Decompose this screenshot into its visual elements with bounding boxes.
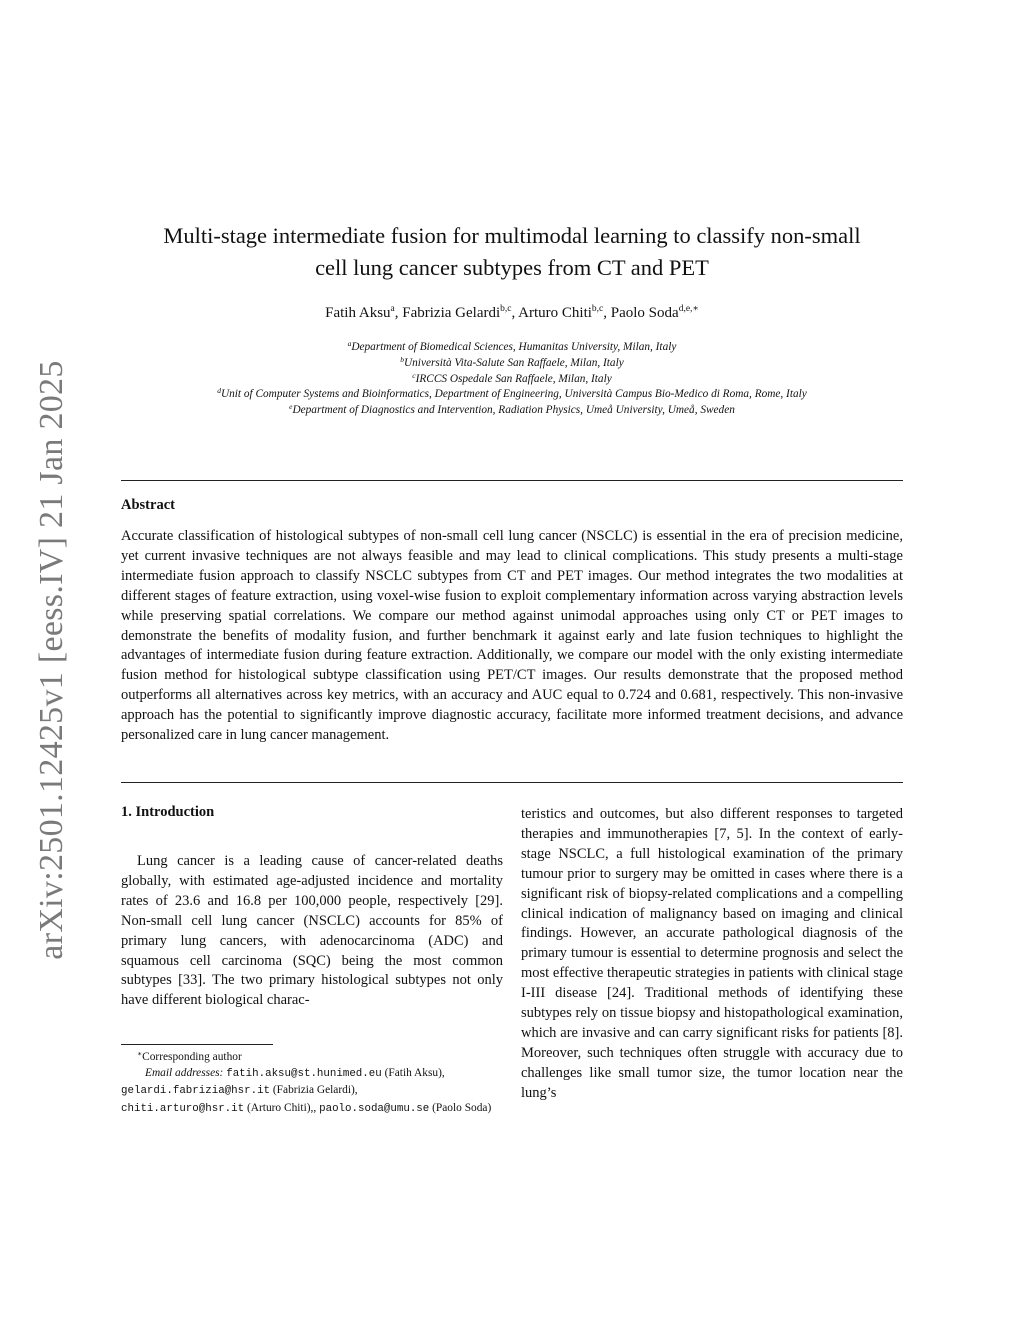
author-sep: , bbox=[394, 305, 403, 321]
author-name: Fabrizia Gelardi bbox=[402, 305, 501, 321]
footnote-email-line: chiti.arturo@hsr.it (Arturo Chiti),, paolo.soda@umu.se (Paolo Soda) bbox=[121, 1101, 492, 1115]
affiliation-mark: b bbox=[400, 354, 404, 364]
author-affil-mark: a bbox=[390, 304, 395, 314]
footnote-corresponding-text: Corresponding author bbox=[142, 1051, 242, 1063]
email-link[interactable]: gelardi.fabrizia@hsr.it bbox=[121, 1085, 271, 1098]
affiliation-text: Department of Diagnostics and Intervention, Radiation Physics, Umeå University, Umeå, Sweden bbox=[292, 404, 735, 417]
author-affil-mark: b,c bbox=[591, 304, 604, 314]
paper-title bbox=[100, 220, 924, 284]
affiliation-list bbox=[100, 340, 924, 419]
affiliation-mark: e bbox=[289, 402, 293, 412]
affiliation-text: Unit of Computer Systems and Bioinformatics, Department of Engineering, Università Campus Bio-Medico di Roma, Rome, Italy bbox=[220, 388, 807, 401]
email-owner: (Paolo Soda) bbox=[432, 1101, 492, 1114]
affiliation-item bbox=[100, 403, 924, 419]
section-heading-introduction: 1. Introduction bbox=[121, 804, 215, 820]
author-name: Fatih Aksu bbox=[325, 305, 391, 321]
author-sep: , bbox=[511, 305, 519, 321]
author-affil-mark: d,e,∗ bbox=[678, 304, 699, 314]
footnote-email-line bbox=[121, 1082, 503, 1099]
author-list bbox=[100, 305, 924, 322]
email-link[interactable]: chiti.arturo@hsr.it bbox=[121, 1102, 245, 1115]
abstract-heading: Abstract bbox=[121, 497, 175, 513]
title-line-1: Multi-stage intermediate fusion for multimodal learning to classify non-small bbox=[163, 223, 861, 248]
email-link[interactable]: paolo.soda@umu.se bbox=[319, 1102, 430, 1115]
intro-paragraph-right: teristics and outcomes, but also different responses to targeted therapies and immunotherapies [7, 5]. In the context of early-stage NSCLC, a full histological examination of the primary tumour prior to surgery may be omitted in cases where there is a significant risk of biopsy-related complications and a compelling clinical indication of malignancy based on imaging and clinical findings. However, an accurate pathological diagnosis of the primary tumour is essential to determine prognosis and select the most effective therapeutic strategies in patients with clinical stage I-III disease [24]. Traditional methods of identifying these subtypes rely on tissue biopsy and histopathological examination, which are invasive and can carry significant risks for patients [8]. Moreover, such techniques often struggle with accuracy due to challenges like small tumor size, the tumor location near the lung’s bbox=[521, 806, 903, 1101]
footnote-corresponding bbox=[121, 1049, 503, 1065]
footnote bbox=[121, 1049, 503, 1117]
affiliation-item bbox=[100, 356, 924, 372]
email-owner: (Arturo Chiti), bbox=[246, 1101, 314, 1114]
affiliation-item bbox=[100, 340, 924, 356]
arxiv-identifier: arXiv:2501.12425v1 [eess.IV] 21 Jan 2025 bbox=[33, 360, 70, 960]
email-link[interactable]: fatih.aksu@st.hunimed.eu bbox=[226, 1068, 382, 1081]
affiliation-mark: c bbox=[412, 370, 416, 380]
author-sep: , bbox=[603, 305, 611, 321]
intro-paragraph-left: Lung cancer is a leading cause of cancer-related deaths globally, with estimated age-adjusted incidence and mortality rates of 23.6 and 16.8 per 100,000 people, respectively [29]. Non-small cell lung cancer (NSCLC) accounts for 85% of primary lung cancers, with adenocarcinoma (ADC) and squamous cell carcinoma (SQC) being the most common subtypes [33]. The two primary histological subtypes not only have different biological charac- bbox=[121, 853, 503, 1009]
abstract-top-rule bbox=[121, 480, 903, 481]
footnote-email-line bbox=[121, 1065, 503, 1082]
footnote-mark: ∗ bbox=[137, 1049, 143, 1058]
author-affil-mark: b,c bbox=[500, 304, 512, 314]
email-owner: (Fabrizia Gelardi), bbox=[272, 1084, 358, 1097]
author-name: Paolo Soda bbox=[610, 305, 679, 321]
affiliation-item bbox=[100, 387, 924, 403]
abstract-body: Accurate classification of histological subtypes of non-small cell lung cancer (NSCLC) is essential in the era of precision medicine, yet current invasive techniques are not always feasible and may lead to clinical complications. This study presents a multi-stage intermediate fusion approach to classify NSCLC subtypes from CT and PET images. Our method integrates the two modalities at different stages of feature extraction, using voxel-wise fusion to exploit complementary information across varying abstraction levels while preserving spatial correlations. We compare our method against unimodal approaches using only CT or PET images to demonstrate the benefits of modality fusion, and further benchmark it against early and late fusion techniques to highlight the advantages of intermediate fusion during feature extraction. Additionally, we compare our model with the only existing intermediate fusion method for histological subtype classification using PET/CT images. Our results demonstrate that the proposed method outperforms all alternatives across key metrics, with an accuracy and AUC equal to 0.724 and 0.681, respectively. This non-invasive approach has the potential to significantly improve diagnostic accuracy, facilitate more informed treatment decisions, and advance personalized care in lung cancer management. bbox=[121, 528, 903, 744]
author-name: Arturo Chiti bbox=[518, 305, 592, 321]
affiliation-text: Università Vita-Salute San Raffaele, Milan, Italy bbox=[404, 356, 624, 369]
email-owner: (Fatih Aksu), bbox=[384, 1067, 445, 1080]
abstract-bottom-rule bbox=[121, 782, 903, 783]
affiliation-text: Department of Biomedical Sciences, Humanitas University, Milan, Italy bbox=[351, 341, 677, 353]
email-label: Email addresses: bbox=[145, 1067, 224, 1080]
affiliation-text: IRCCS Ospedale San Raffaele, Milan, Italy bbox=[415, 372, 612, 385]
affiliation-item bbox=[100, 372, 924, 388]
affiliation-mark: a bbox=[347, 339, 352, 348]
title-line-2: cell lung cancer subtypes from CT and PET bbox=[315, 255, 709, 280]
footnote-rule bbox=[121, 1044, 273, 1045]
affiliation-mark: d bbox=[217, 386, 221, 396]
